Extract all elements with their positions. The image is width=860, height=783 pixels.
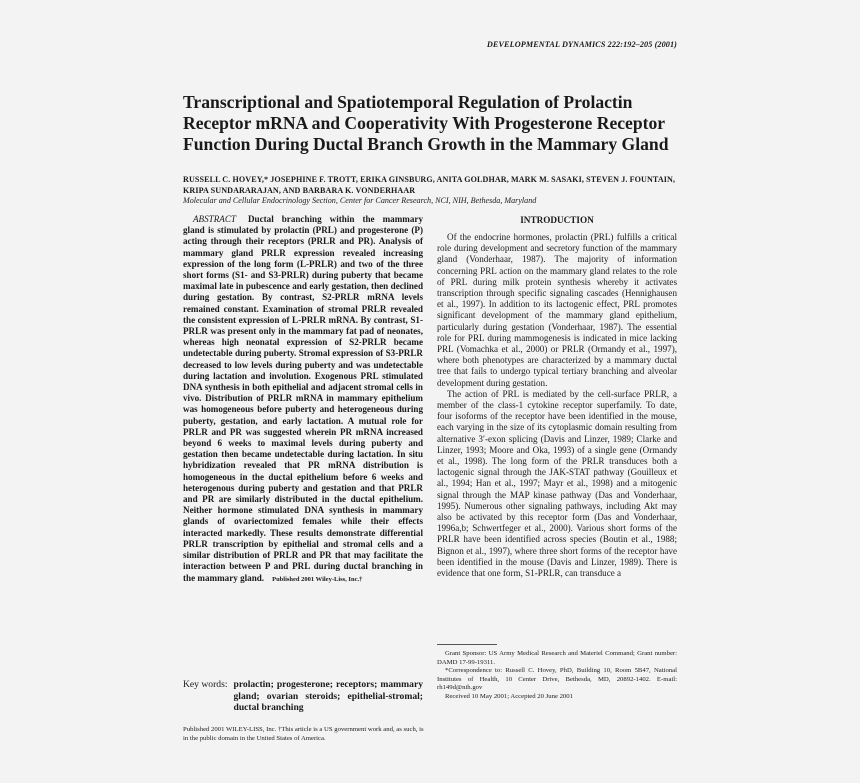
author-list: RUSSELL C. HOVEY,* JOSEPHINE F. TROTT, ERIKA GINSBURG, ANITA GOLDHAR, MARK M. SASAKI, STEVEN J. FOUNTAIN, KRIPA SUNDARARAJAN, AND BARBARA K. VONDERHAAR	[183, 175, 676, 195]
affiliation: Molecular and Cellular Endocrinology Section, Center for Cancer Research, NCI, NIH, Bethesda, Maryland	[183, 196, 537, 205]
footnote-correspondence: *Correspondence to: Russell C. Hovey, PhD, Building 10, Room 5B47, National Institutes of Health, 10 Center Drive, Bethesda, MD, 20892-1402. E-mail: rh149d@nih.gov	[437, 667, 677, 692]
keywords-list: prolactin; progesterone; receptors; mammary gland; ovarian steroids; epithelial-stromal; ductal branching	[233, 679, 423, 713]
keywords-label: Key words:	[183, 679, 228, 690]
footnote-grant: Grant Sponsor: US Army Medical Research and Materiel Command; Grant number: DAMD 17-99-19311.	[437, 650, 677, 666]
footnotes	[437, 650, 677, 702]
introduction-heading: INTRODUCTION	[520, 215, 594, 225]
copyright-footer: Published 2001 WILEY-LISS, Inc. †This article is a US government work and, as such, is in the public domain in the United States of America.	[183, 726, 424, 742]
abstract	[183, 214, 423, 585]
running-head: DEVELOPMENTAL DYNAMICS 222:192–205 (2001)	[486, 40, 677, 49]
abstract-text: Ductal branching within the mammary gland is stimulated by prolactin (PRL) and progesterone (P) acting through their receptors (PRLR and PR). Analysis of mammary gland PRLR expression revealed increasing expression of the long form (L-PRLR) and two of the three short forms (S1- and S3-PRLR) during puberty that became maximal late in pubescence and early gestation, then declined during gestation. By contrast, S2-PRLR mRNA levels remained constant. Examination of stromal PRLR revealed the consistent expression of L-PRLR mRNA. By contrast, S1-PRLR was present only in the mammary fat pad of neonates, whereas high neonatal expression of S2-PRLR became undetectable during puberty. Stromal expression of S3-PRLR decreased to low levels during puberty and was undetectable during lactation and involution. Exogenous PRL stimulated DNA synthesis in both epithelial and adjacent stromal cells in vivo. Distribution of PRLR mRNA in mammary epithelium was homogeneous before puberty and heterogeneous during puberty, gestation, and early lactation. A mutual role for PRLR and PR was suggested wherein PR mRNA increased beyond 6 weeks to maximal levels during puberty and gestation then became undetectable during lactation. In situ hybridization revealed that PR mRNA distribution is homogeneous in the ductal epithelium before 6 weeks and heterogenous during puberty and gestation and that PRLR and PR are similarly distributed in the ductal epithelium. Neither hormone stimulated DNA synthesis in mammary glands of ovariectomized females while their effects interacted markedly. These results demonstrate differential PRLR transcription by epithelial and stromal cells and a similar distribution of PRLR and PR that may facilitate the interaction between P and PRL during ductal branching in the mammary gland.	[183, 214, 423, 583]
introduction-paragraph: Of the endocrine hormones, prolactin (PRL) fulfills a critical role during development and secretory function of the mammary gland (Vonderhaar, 1987). The majority of information concerning PRL action on the mammary gland relates to the role of PRL during milk protein synthesis whereby it activates transcription through specific signaling cascades (Hennighausen et al., 1997). In addition to its lactogenic effect, PRL promotes significant development of the mammary gland epithelium, particularly during gestation (Vonderhaar, 1987). The essential role for PRL during mammogenesis is indicated in mice lacking PRL (Vomachka et al., 2000) or PRLR (Ormandy et al., 1997), where both phenotypes are characterized by a mammary ductal tree that fails to undergo typical tertiary branching and alveolar development during gestation.	[437, 232, 677, 388]
abstract-publisher-note: Published 2001 Wiley-Liss, Inc.†	[272, 575, 363, 583]
introduction-paragraph: The action of PRL is mediated by the cell-surface PRLR, a member of the class-1 cytokine receptor superfamily. To date, four isoforms of the receptor have been identified in the mouse, each varying in the size of its cytoplasmic domain resulting from alternative 3′-exon splicing (Davis and Linzer, 1989; Clarke and Linzer, 1993; Moore and Oka, 1993) of a single gene (Ormandy et al., 1998). The long form of the PRLR transduces both a lactogenic signal through the JAK-STAT pathway (Gouilleux et al., 1994; Han et al., 1997; Mayr et al., 1998) and a mitogenic signal through the MAP kinase pathway (Das and Vonderhaar, 1995). Numerous other signaling pathways, including Akt may also be activated by this receptor form (Das and Vonderhaar, 1996a,b; Schwertfeger et al., 2000). Various short forms of the PRLR have been identified across species (Boutin et al., 1988; Bignon et al., 1997), where three short forms of the receptor have been identified in the mouse (Davis and Linzer, 1989). There is evidence that one form, S1-PRLR, can transduce a	[437, 388, 677, 579]
introduction-body	[437, 232, 677, 579]
footnote-rule	[437, 644, 497, 645]
article-title: Transcriptional and Spatiotemporal Regulation of Prolactin Receptor mRNA and Cooperativity With Progesterone Receptor Function During Ductal Branch Growth in the Mammary Gland	[183, 92, 669, 154]
footnote-received: Received 10 May 2001; Accepted 20 June 2001	[445, 692, 573, 700]
keywords	[183, 679, 423, 714]
abstract-label: ABSTRACT	[193, 214, 236, 224]
